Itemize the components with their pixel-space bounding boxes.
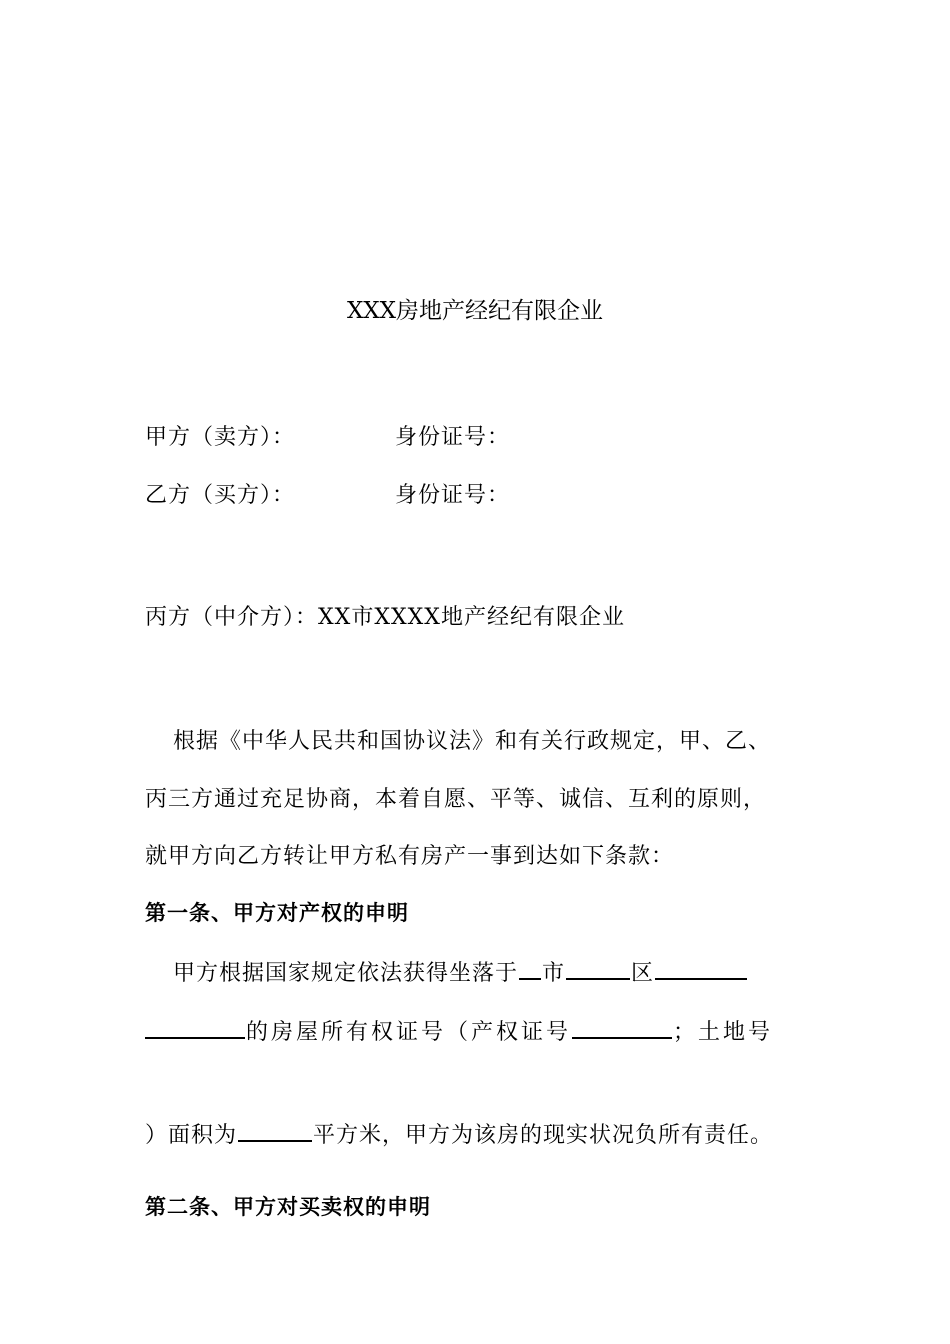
article-1-text-area: ）面积为 bbox=[145, 1123, 238, 1148]
document-title: XXX房地产经纪有限企业 bbox=[346, 298, 604, 324]
blank-field bbox=[655, 956, 747, 980]
article-1-text-district: 区 bbox=[631, 961, 655, 986]
article-1-heading: 第一条、甲方对产权的申明 bbox=[145, 901, 409, 925]
party-b-label: 乙方（买方）： bbox=[145, 483, 296, 508]
article-1-text-a: 甲方根据国家规定依法获得坐落于 bbox=[173, 961, 519, 986]
party-b-line bbox=[145, 481, 511, 511]
intro-paragraph-line-3: 就甲方向乙方转让甲方私有房产一事到达如下条款： bbox=[145, 844, 675, 869]
article-1-line-2 bbox=[145, 1015, 773, 1048]
article-1-line-1 bbox=[145, 956, 748, 989]
article-1-text-land: ；土地号 bbox=[673, 1020, 774, 1045]
party-c-line: 丙方（中介方）：XX市XXXX地产经纪有限企业 bbox=[145, 605, 625, 630]
article-1-text-cert: 的房屋所有权证号（产权证号 bbox=[246, 1020, 572, 1045]
blank-field bbox=[145, 1015, 245, 1039]
intro-paragraph-line-2: 丙三方通过充足协商，本着自愿、平等、诚信、互利的原则， bbox=[145, 787, 767, 812]
article-1-text-city: 市 bbox=[542, 961, 566, 986]
blank-field bbox=[238, 1118, 312, 1142]
party-a-line bbox=[145, 423, 511, 453]
blank-field bbox=[566, 956, 630, 980]
intro-paragraph-line-1: 根据《中华人民共和国协议法》和有关行政规定，甲、乙、 bbox=[173, 729, 772, 754]
party-a-label: 甲方（卖方）： bbox=[145, 425, 296, 450]
blank-field bbox=[519, 956, 541, 980]
party-a-id-label: 身份证号： bbox=[395, 425, 511, 450]
party-b-id-label: 身份证号： bbox=[395, 483, 511, 508]
article-1-line-3 bbox=[145, 1118, 773, 1151]
article-1-text-sqm: 平方米，甲方为该房的现实状况负所有责任。 bbox=[313, 1123, 774, 1148]
article-2-heading: 第二条、甲方对买卖权的申明 bbox=[145, 1195, 431, 1219]
blank-field bbox=[572, 1015, 672, 1039]
